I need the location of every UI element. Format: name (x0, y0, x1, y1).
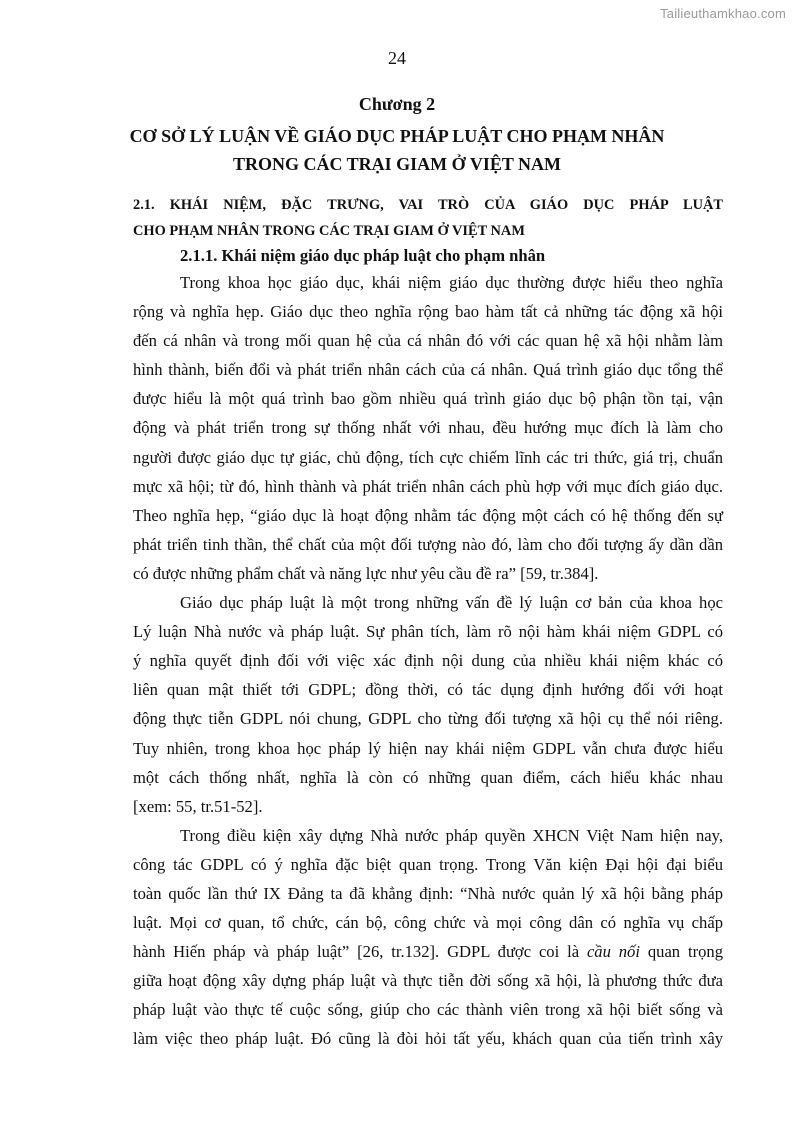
text-line: Giáo dục pháp luật là một trong những vấn đề lý luận cơ bản của khoa học (180, 593, 723, 613)
chapter-label: Chương 2 (358, 94, 436, 114)
text-line: đến cá nhân và trong mối quan hệ của cá nhân đó với các quan hệ xã hội nhằm làm (133, 331, 723, 351)
text-line: mực xã hội; từ đó, hình thành và phát triển nhân cách phù hợp với mục đích giáo dục. (133, 476, 723, 496)
text-line: Lý luận Nhà nước và pháp luật. Sự phân tích, làm rõ nội hàm khái niệm GDPL có (133, 622, 723, 642)
text-line (133, 937, 723, 966)
text-line: liên quan mật thiết tới GDPL; đồng thời, có tác dụng định hướng đối với hoạt (133, 680, 723, 700)
text-line: Theo nghĩa hẹp, “giáo dục là hoạt động nhằm tác động một cách có hệ thống đến sự (133, 505, 723, 525)
text-line: làm việc theo pháp luật. Đó cũng là đòi hỏi tất yếu, khách quan của tiến trình xây (133, 1029, 723, 1049)
text-line: được hiểu là một quá trình bao gồm nhiều quá trình giáo dục bộ phận tồn tại, vận (133, 389, 723, 409)
section-heading-line: 2.1. KHÁI NIỆM, ĐẶC TRƯNG, VAI TRÒ CỦA GIÁO DỤC PHÁP LUẬT (133, 197, 723, 213)
text-line: rộng và nghĩa hẹp. Giáo dục theo nghĩa rộng bao hàm tất cả những tác động xã hội (133, 302, 723, 322)
page-number: 24 (388, 48, 406, 68)
text-line: phát triển tinh thần, thể chất của một đối tượng nào đó, làm cho đối tượng ấy dần dần (133, 534, 723, 554)
paragraph (133, 268, 723, 588)
text-segment: hành Hiến pháp và pháp luật” [26, tr.132]. GDPL được coi là (133, 942, 580, 962)
italic-term: cầu nối (586, 942, 640, 962)
text-line: pháp luật vào thực tế cuộc sống, giúp cho các thành viên trong xã hội biết sống và (133, 1000, 723, 1020)
section-heading-line: CHO PHẠM NHÂN TRONG CÁC TRẠI GIAM Ở VIỆT NAM (133, 223, 525, 239)
text-line: giữa hoạt động xây dựng pháp luật và thực tiễn đời sống xã hội, là phương thức đưa (133, 971, 723, 991)
text-line: người được giáo dục tự giác, chủ động, tích cực chiếm lĩnh các tri thức, giá trị, chuẩn (133, 447, 723, 467)
text-line: toàn quốc lần thứ IX Đảng ta đã khẳng định: “Nhà nước quản lý xã hội bằng pháp (133, 883, 723, 903)
text-line: động và phát triển trong sự thống nhất với nhau, đều hướng mục đích là làm cho (133, 418, 723, 438)
text-line: [xem: 55, tr.51-52]. (133, 796, 263, 816)
text-line: có được những phẩm chất và năng lực như yêu cầu đề ra” [59, tr.384]. (133, 563, 599, 583)
watermark: Tailieuthamkhao.com (660, 6, 786, 21)
text-line: Trong khoa học giáo dục, khái niệm giáo dục thường được hiểu theo nghĩa (180, 273, 723, 292)
text-line: Tuy nhiên, trong khoa học pháp lý hiện nay khái niệm GDPL vẫn chưa được hiểu (133, 738, 723, 758)
text-line: ý nghĩa quyết định đối với việc xác định nội dung của nhiều khái niệm khác có (133, 651, 723, 671)
subsection-heading: 2.1.1. Khái niệm giáo dục pháp luật cho phạm nhân (180, 246, 546, 265)
text-line: hình thành, biến đổi và phát triển nhân cách của cá nhân. Quá trình giáo dục tổng thể (133, 360, 723, 380)
text-line: Trong điều kiện xây dựng Nhà nước pháp quyền XHCN Việt Nam hiện nay, (180, 825, 723, 845)
paragraph (133, 588, 723, 821)
text-segment: quan trọng (647, 942, 723, 962)
section-heading (133, 192, 723, 244)
paragraph (133, 821, 723, 1054)
text-line: luật. Mọi cơ quan, tổ chức, cán bộ, công chức và mọi công dân có nghĩa vụ chấp (133, 913, 723, 933)
body-text (133, 268, 723, 1054)
text-line: một cách thống nhất, nghĩa là còn có những quan điểm, cách hiểu khác nhau (133, 767, 723, 787)
chapter-title (110, 122, 684, 178)
chapter-title-line: CƠ SỞ LÝ LUẬN VỀ GIÁO DỤC PHÁP LUẬT CHO PHẠM NHÂN (129, 126, 665, 146)
chapter-title-line: TRONG CÁC TRẠI GIAM Ở VIỆT NAM (232, 154, 562, 174)
text-line: công tác GDPL có ý nghĩa đặc biệt quan trọng. Trong Văn kiện Đại hội đại biểu (133, 854, 723, 874)
text-line: động thực tiễn GDPL nói chung, GDPL cho từng đối tượng xã hội cụ thể nói riêng. (133, 709, 723, 729)
